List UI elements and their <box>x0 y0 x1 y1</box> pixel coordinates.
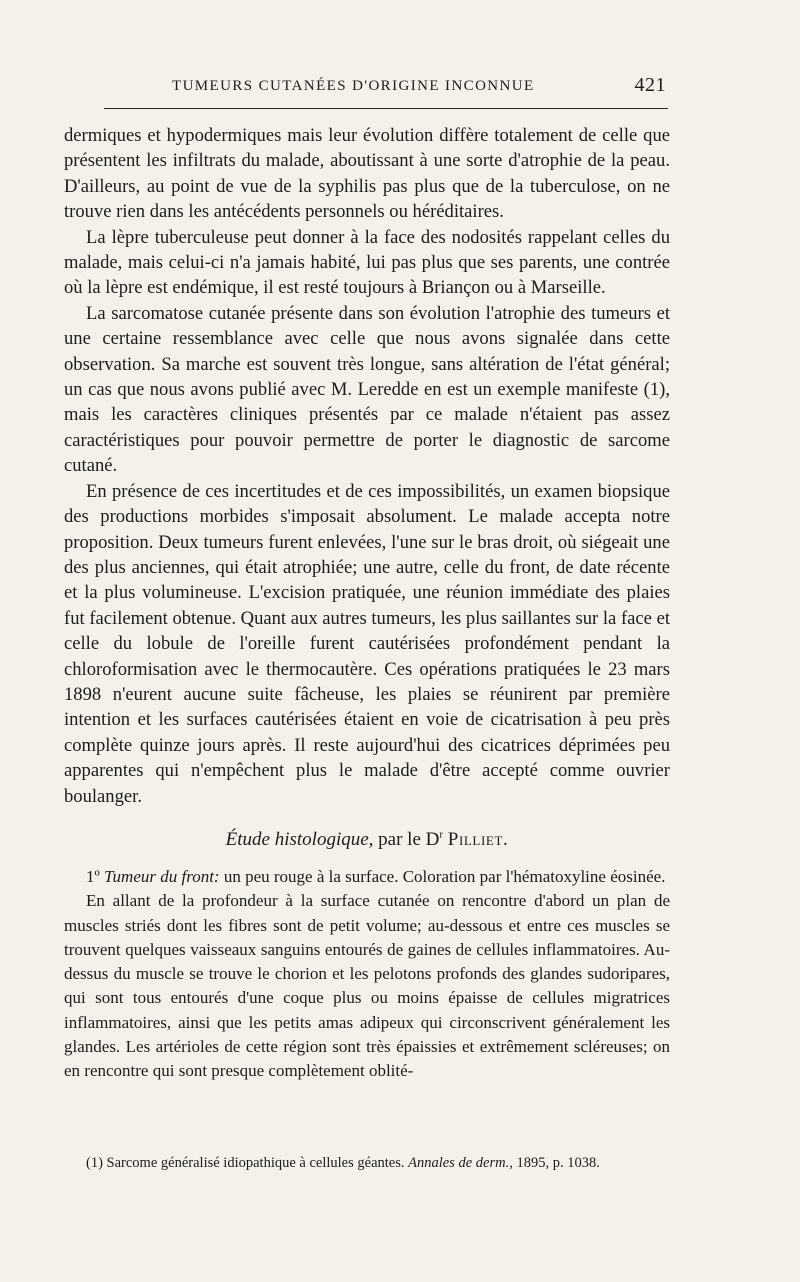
header-rule <box>104 108 668 109</box>
section-by: par le D <box>373 828 440 850</box>
page-number: 421 <box>634 74 666 96</box>
paragraph: dermiques et hypodermiques mais leur évolution diffère totalement de celle que présentent les infiltrats du malade, aboutissant à une sorte d'atrophie de la peau. D'ailleurs, au point de vue de la syphilis pas plus que de la tuberculose, on ne trouve rien dans les antécédents personnels ou héréditaires. <box>64 125 670 223</box>
histology-text <box>64 865 670 1084</box>
item-number: 1º <box>86 866 105 886</box>
running-title: TUMEURS CUTANÉES D'ORIGINE INCONNUE <box>172 78 535 94</box>
paragraph: La lèpre tuberculeuse peut donner à la face des nodosités rappelant celles du malade, mais celui-ci n'a jamais habité, lui pas plus que ses parents, une contrée où la lèpre est endémique, il est resté toujours à Briançon ou à Marseille. <box>64 226 670 299</box>
body-text <box>64 123 670 1084</box>
section-author: Pilliet. <box>447 828 509 850</box>
page-header <box>66 74 668 104</box>
section-heading <box>64 827 670 853</box>
footnote-reference: , 1895, p. 1038. <box>509 1155 600 1171</box>
footnote-text: Sarcome généralisé idiopathique à cellules géantes. <box>106 1155 409 1171</box>
main-text <box>64 123 670 809</box>
section-title: Étude histologique, <box>225 828 374 850</box>
histology-paragraph: En allant de la profondeur à la surface cutanée on rencontre d'abord un plan de muscles striés dont les fibres sont de petit volume; au-dessous et entre ces muscles se trouvent quelques vaisseaux sanguins entourés de gaines de cellules inflammatoires. Au-dessus du muscle se trouve le chorion et les pelotons profonds des glandes sudoripares, qui sont tous entourés d'une coque plus ou moins épaisse de cellules migratrices inflammatoires, ainsi que les petits amas adipeux qui circonscrivent généralement les glandes. Les artérioles de cette région sont très épaissies et extrêmement scléreuses; on en rencontre qui sont presque complètement oblité- <box>64 891 670 1081</box>
histology-item <box>64 865 670 889</box>
paragraph: La sarcomatose cutanée présente dans son évolution l'atrophie des tumeurs et une certaine ressemblance avec celle que nous avons signalée dans cette observation. Sa marche est souvent très longue, sans altération de l'état général; un cas que nous avons publié avec M. Leredde en est un exemple manifeste (1), mais les caractères cliniques présentés par ce malade n'étaient pas assez caractéristiques pour pouvoir permettre de porter le diagnostic de sarcome cutané. <box>64 302 670 477</box>
footnote <box>64 1154 670 1173</box>
item-text: un peu rouge à la surface. Coloration par l'hématoxyline éosinée. <box>219 866 666 886</box>
item-label: Tumeur du front: <box>104 866 220 886</box>
footnote-marker: (1) <box>86 1155 107 1171</box>
section-title-superscript: r <box>439 828 444 841</box>
footnote-journal: Annales de derm. <box>408 1155 510 1171</box>
paragraph: En présence de ces incertitudes et de ces impossibilités, un examen biopsique des productions morbides s'imposait absolument. Le malade accepta notre proposition. Deux tumeurs furent enlevées, l'une sur le bras droit, où siégeait une des plus anciennes, qui était atrophiée; une autre, celle du front, de date récente et la plus volumineuse. L'excision pratiquée, une réunion immédiate des plaies fut facilement obtenue. Quant aux autres tumeurs, les plus saillantes sur la face et celle du lobule de l'oreille furent cautérisées profondément pendant la chloroformisation avec le thermocautère. Ces opérations pratiquées le 23 mars 1898 n'eurent aucune suite fâcheuse, les plaies se réunirent par première intention et les surfaces cautérisées étaient en voie de cicatrisation à peu près complète quinze jours après. Il reste aujourd'hui des cicatrices déprimées peu apparentes qui n'empêchent plus le malade d'être accepté comme ouvrier boulanger. <box>64 480 670 807</box>
